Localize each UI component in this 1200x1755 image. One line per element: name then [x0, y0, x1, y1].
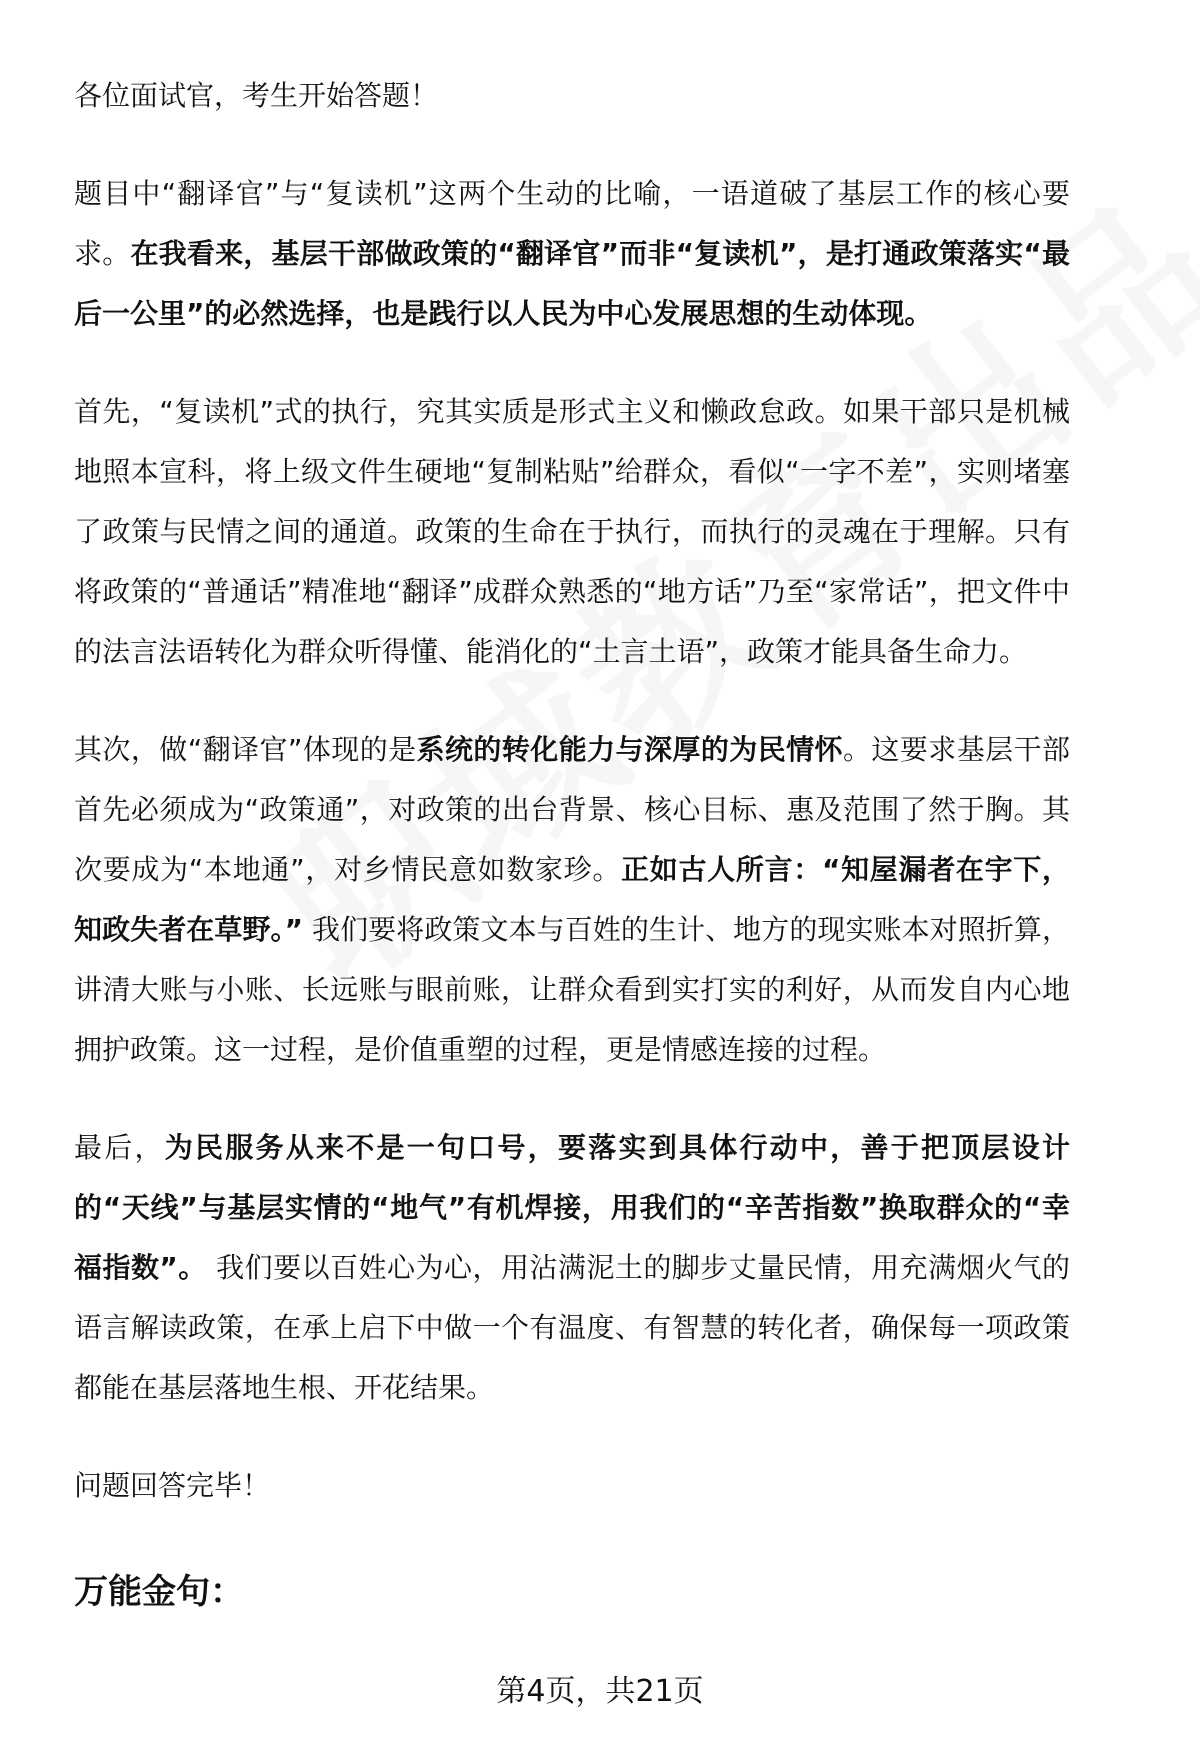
bold-text-segment: 为民服务从来不是一句口号，要落实到具体行动中，善于把顶层设计的“天线”与基层实情的“地气”有机焊接，用我们的“辛苦指数”换取群众的“幸福指数”。 [74, 1131, 1070, 1284]
text-segment: 我们要以百姓心为心，用沾满泥土的脚步丈量民情，用充满烟火气的语言解读政策，在承上启下中做一个有温度、有智慧的转化者，确保每一项政策都能在基层落地生根、开花结果。 [74, 1251, 1071, 1404]
bold-text-segment: 正如古人所言：“知屋漏者在宇下，知政失者在草野。” [74, 853, 1071, 946]
text-segment: 各位面试官，考生开始答题！ [74, 79, 439, 112]
answer-body [74, 66, 1070, 1516]
bold-text-segment: 系统的转化能力与深厚的为民情怀 [416, 733, 843, 766]
paragraph [74, 164, 1070, 344]
text-segment: 题目中“翻译官”与“复读机”这两个生动的比喻，一语道破了基层工作的核心要求。 [74, 177, 1070, 270]
paragraph [74, 1456, 1070, 1516]
section-heading: 万能金句： [74, 1572, 244, 1612]
text-segment: 我们要将政策文本与百姓的生计、地方的现实账本对照折算，讲清大账与小账、长远账与眼前账，让群众看到实打实的利好，从而发自内心地拥护政策。这一过程，是价值重塑的过程，更是情感连接的过程。 [74, 913, 1071, 1066]
paragraph [74, 720, 1070, 1080]
text-segment: 首先，“复读机”式的执行，究其实质是形式主义和懒政怠政。如果干部只是机械地照本宣科，将上级文件生硬地“复制粘贴”给群众，看似“一字不差”，实则堵塞了政策与民情之间的通道。政策的生命在于执行，而执行的灵魂在于理解。只有将政策的“普通话”精准地“翻译”成群众熟悉的“地方话”乃至“家常话”，把文件中的法言法语转化为群众听得懂、能消化的“土言土语”，政策才能具备生命力。 [74, 395, 1070, 668]
page-number-footer: 第4页，共21页 [496, 1674, 704, 1709]
paragraph [74, 66, 1070, 126]
bold-text-segment: 在我看来，基层干部做政策的“翻译官”而非“复读机”，是打通政策落实“最后一公里”的必然选择，也是践行以人民为中心发展思想的生动体现。 [74, 237, 1070, 330]
paragraph [74, 382, 1070, 682]
text-segment: 最后， [74, 1131, 165, 1164]
text-segment: 。这要求基层干部首先必须成为“政策通”，对政策的出台背景、核心目标、惠及范围了然于胸。其次要成为“本地通”，对乡情民意如数家珍。 [74, 733, 1070, 886]
text-segment: 其次，做“翻译官”体现的是 [74, 733, 417, 766]
paragraph [74, 1118, 1070, 1418]
text-segment: 问题回答完毕！ [74, 1469, 271, 1502]
